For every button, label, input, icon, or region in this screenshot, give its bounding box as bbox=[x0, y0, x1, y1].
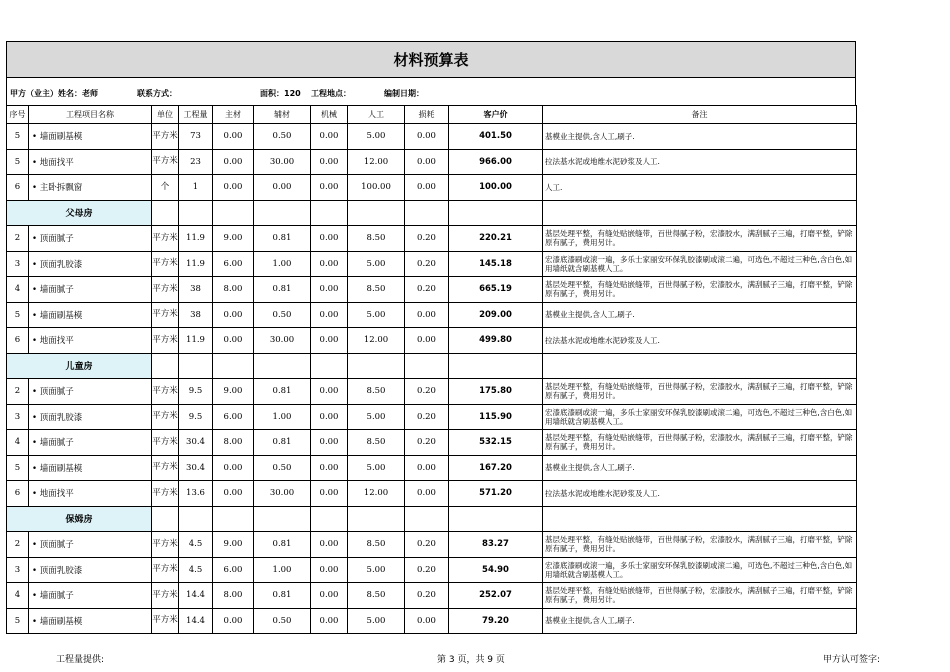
cell-note: 基层处理平整，有缝处贴嵌缝带，百世得腻子粉，宏漆胶水，满刮腻子三遍，打磨平整，铲除原有腻子，费用另计。 bbox=[543, 277, 857, 303]
empty-cell bbox=[213, 200, 254, 226]
budget-sheet bbox=[6, 41, 856, 634]
cell-note: 拉法基水泥或地维水泥砂浆及人工. bbox=[543, 481, 857, 507]
cell-mach: 0.00 bbox=[311, 455, 348, 481]
cell-mach: 0.00 bbox=[311, 532, 348, 558]
cell-no: 4 bbox=[7, 430, 29, 456]
empty-cell bbox=[152, 353, 179, 379]
room-section-row bbox=[7, 506, 857, 532]
empty-cell bbox=[254, 200, 311, 226]
cell-main: 6.00 bbox=[213, 557, 254, 583]
cell-name: • 墙面刷基模 bbox=[29, 302, 152, 328]
cell-qty: 11.9 bbox=[179, 251, 213, 277]
cell-unit: 平方米 bbox=[152, 277, 179, 303]
cell-mach: 0.00 bbox=[311, 226, 348, 252]
cell-name: • 顶面乳胶漆 bbox=[29, 251, 152, 277]
cell-loss: 0.20 bbox=[405, 251, 449, 277]
cell-price: 401.50 bbox=[449, 124, 543, 150]
empty-cell bbox=[311, 353, 348, 379]
cell-qty: 11.9 bbox=[179, 226, 213, 252]
empty-cell bbox=[311, 200, 348, 226]
cell-aux: 0.81 bbox=[254, 430, 311, 456]
empty-cell bbox=[254, 506, 311, 532]
cell-loss: 0.00 bbox=[405, 302, 449, 328]
cell-aux: 0.81 bbox=[254, 583, 311, 609]
cell-loss: 0.20 bbox=[405, 557, 449, 583]
cell-qty: 4.5 bbox=[179, 557, 213, 583]
cell-note: 基模业主提供,含人工,刷子. bbox=[543, 455, 857, 481]
client-name: 甲方（业主）姓名：老师 bbox=[10, 89, 98, 98]
empty-cell bbox=[543, 200, 857, 226]
cell-labor: 8.50 bbox=[348, 277, 405, 303]
cell-main: 6.00 bbox=[213, 251, 254, 277]
table-row bbox=[7, 124, 857, 150]
empty-cell bbox=[152, 506, 179, 532]
sheet-title: 材料预算表 bbox=[6, 41, 856, 78]
cell-labor: 5.00 bbox=[348, 608, 405, 634]
cell-qty: 14.4 bbox=[179, 583, 213, 609]
cell-loss: 0.00 bbox=[405, 149, 449, 175]
empty-cell bbox=[179, 200, 213, 226]
cell-main: 8.00 bbox=[213, 583, 254, 609]
table-row bbox=[7, 175, 857, 201]
cell-unit: 平方米 bbox=[152, 302, 179, 328]
table-row bbox=[7, 532, 857, 558]
cell-mach: 0.00 bbox=[311, 379, 348, 405]
empty-cell bbox=[348, 200, 405, 226]
empty-cell bbox=[213, 506, 254, 532]
cell-price: 115.90 bbox=[449, 404, 543, 430]
cell-price: 966.00 bbox=[449, 149, 543, 175]
cell-name: • 顶面腻子 bbox=[29, 379, 152, 405]
cell-price: 79.20 bbox=[449, 608, 543, 634]
cell-qty: 13.6 bbox=[179, 481, 213, 507]
cell-price: 220.21 bbox=[449, 226, 543, 252]
cell-no: 4 bbox=[7, 583, 29, 609]
cell-mach: 0.00 bbox=[311, 251, 348, 277]
cell-qty: 73 bbox=[179, 124, 213, 150]
col-header: 工程量 bbox=[179, 106, 213, 124]
cell-price: 209.00 bbox=[449, 302, 543, 328]
empty-cell bbox=[254, 353, 311, 379]
cell-main: 0.00 bbox=[213, 328, 254, 354]
cell-unit: 平方米 bbox=[152, 226, 179, 252]
cell-note: 基层处理平整，有缝处贴嵌缝带，百世得腻子粉，宏漆胶水，满刮腻子三遍，打磨平整，铲除原有腻子，费用另计。 bbox=[543, 226, 857, 252]
cell-unit: 平方米 bbox=[152, 149, 179, 175]
table-row bbox=[7, 404, 857, 430]
cell-price: 167.20 bbox=[449, 455, 543, 481]
room-section-row bbox=[7, 353, 857, 379]
cell-labor: 5.00 bbox=[348, 557, 405, 583]
col-header: 序号 bbox=[7, 106, 29, 124]
cell-loss: 0.20 bbox=[405, 226, 449, 252]
empty-cell bbox=[348, 353, 405, 379]
cell-no: 6 bbox=[7, 328, 29, 354]
cell-name: • 墙面腻子 bbox=[29, 583, 152, 609]
cell-main: 0.00 bbox=[213, 481, 254, 507]
cell-labor: 5.00 bbox=[348, 124, 405, 150]
date-label: 编制日期： bbox=[384, 89, 424, 98]
table-row bbox=[7, 455, 857, 481]
empty-cell bbox=[449, 353, 543, 379]
empty-cell bbox=[543, 506, 857, 532]
cell-qty: 14.4 bbox=[179, 608, 213, 634]
table-body bbox=[7, 124, 857, 634]
cell-unit: 个 bbox=[152, 175, 179, 201]
cell-main: 8.00 bbox=[213, 430, 254, 456]
cell-main: 0.00 bbox=[213, 302, 254, 328]
cell-aux: 0.81 bbox=[254, 379, 311, 405]
cell-mach: 0.00 bbox=[311, 481, 348, 507]
cell-main: 0.00 bbox=[213, 124, 254, 150]
table-row bbox=[7, 557, 857, 583]
cell-main: 8.00 bbox=[213, 277, 254, 303]
cell-note: 基模业主提供,含人工,刷子. bbox=[543, 124, 857, 150]
cell-mach: 0.00 bbox=[311, 608, 348, 634]
cell-price: 252.07 bbox=[449, 583, 543, 609]
cell-unit: 平方米 bbox=[152, 328, 179, 354]
empty-cell bbox=[213, 353, 254, 379]
cell-note: 人工. bbox=[543, 175, 857, 201]
header-row bbox=[7, 106, 857, 124]
cell-no: 4 bbox=[7, 277, 29, 303]
cell-loss: 0.00 bbox=[405, 481, 449, 507]
cell-aux: 0.50 bbox=[254, 455, 311, 481]
cell-name: • 顶面腻子 bbox=[29, 532, 152, 558]
cell-name: • 墙面刷基模 bbox=[29, 124, 152, 150]
cell-main: 6.00 bbox=[213, 404, 254, 430]
cell-main: 0.00 bbox=[213, 175, 254, 201]
table-row bbox=[7, 608, 857, 634]
cell-labor: 8.50 bbox=[348, 430, 405, 456]
cell-qty: 38 bbox=[179, 302, 213, 328]
empty-cell bbox=[405, 353, 449, 379]
cell-loss: 0.00 bbox=[405, 124, 449, 150]
cell-labor: 5.00 bbox=[348, 404, 405, 430]
cell-no: 2 bbox=[7, 379, 29, 405]
cell-aux: 1.00 bbox=[254, 557, 311, 583]
footer-quantity-provider: 工程量提供: bbox=[56, 655, 105, 665]
cell-note: 宏漆底漆刷或滚一遍，多乐士家丽安环保乳胶漆刷或滚二遍，可选色,不超过三种色,含白色,如用墙纸就含刷基模人工。 bbox=[543, 251, 857, 277]
cell-price: 571.20 bbox=[449, 481, 543, 507]
cell-main: 9.00 bbox=[213, 226, 254, 252]
cell-name: • 地面找平 bbox=[29, 149, 152, 175]
cell-loss: 0.20 bbox=[405, 430, 449, 456]
cell-main: 0.00 bbox=[213, 608, 254, 634]
table-row bbox=[7, 251, 857, 277]
cell-qty: 9.5 bbox=[179, 404, 213, 430]
cell-no: 5 bbox=[7, 455, 29, 481]
cell-price: 54.90 bbox=[449, 557, 543, 583]
col-header: 机械 bbox=[311, 106, 348, 124]
col-header: 损耗 bbox=[405, 106, 449, 124]
cell-loss: 0.00 bbox=[405, 608, 449, 634]
cell-price: 100.00 bbox=[449, 175, 543, 201]
cell-mach: 0.00 bbox=[311, 124, 348, 150]
cell-no: 6 bbox=[7, 481, 29, 507]
cell-mach: 0.00 bbox=[311, 583, 348, 609]
cell-mach: 0.00 bbox=[311, 302, 348, 328]
cell-unit: 平方米 bbox=[152, 583, 179, 609]
cell-loss: 0.20 bbox=[405, 404, 449, 430]
cell-aux: 30.00 bbox=[254, 481, 311, 507]
cell-aux: 30.00 bbox=[254, 149, 311, 175]
cell-unit: 平方米 bbox=[152, 379, 179, 405]
empty-cell bbox=[449, 200, 543, 226]
table-row bbox=[7, 379, 857, 405]
cell-no: 5 bbox=[7, 149, 29, 175]
cell-unit: 平方米 bbox=[152, 124, 179, 150]
empty-cell bbox=[179, 353, 213, 379]
cell-qty: 11.9 bbox=[179, 328, 213, 354]
cell-mach: 0.00 bbox=[311, 328, 348, 354]
cell-no: 2 bbox=[7, 532, 29, 558]
empty-cell bbox=[449, 506, 543, 532]
cell-name: • 顶面乳胶漆 bbox=[29, 404, 152, 430]
cell-note: 宏漆底漆刷或滚一遍，多乐士家丽安环保乳胶漆刷或滚二遍，可选色,不超过三种色,含白色,如用墙纸就含刷基模人工。 bbox=[543, 557, 857, 583]
cell-name: • 顶面乳胶漆 bbox=[29, 557, 152, 583]
cell-mach: 0.00 bbox=[311, 557, 348, 583]
cell-labor: 5.00 bbox=[348, 455, 405, 481]
cell-unit: 平方米 bbox=[152, 532, 179, 558]
col-header: 工程项目名称 bbox=[29, 106, 152, 124]
cell-qty: 38 bbox=[179, 277, 213, 303]
empty-cell bbox=[348, 506, 405, 532]
cell-name: • 墙面腻子 bbox=[29, 277, 152, 303]
footer-signature: 甲方认可签字: bbox=[823, 655, 881, 665]
cell-qty: 30.4 bbox=[179, 430, 213, 456]
cell-unit: 平方米 bbox=[152, 251, 179, 277]
cell-main: 9.00 bbox=[213, 532, 254, 558]
empty-cell bbox=[179, 506, 213, 532]
empty-cell bbox=[405, 200, 449, 226]
cell-labor: 5.00 bbox=[348, 302, 405, 328]
cell-mach: 0.00 bbox=[311, 404, 348, 430]
cell-note: 宏漆底漆刷或滚一遍，多乐士家丽安环保乳胶漆刷或滚二遍，可选色,不超过三种色,含白色,如用墙纸就含刷基模人工。 bbox=[543, 404, 857, 430]
cell-labor: 5.00 bbox=[348, 251, 405, 277]
cell-aux: 30.00 bbox=[254, 328, 311, 354]
cell-qty: 30.4 bbox=[179, 455, 213, 481]
col-header: 备注 bbox=[543, 106, 857, 124]
cell-aux: 0.81 bbox=[254, 532, 311, 558]
footer-page-number: 第 3 页，共 9 页 bbox=[437, 655, 505, 665]
cell-loss: 0.20 bbox=[405, 379, 449, 405]
info-row bbox=[6, 78, 856, 105]
cell-name: • 顶面腻子 bbox=[29, 226, 152, 252]
cell-aux: 0.50 bbox=[254, 302, 311, 328]
col-header: 单位 bbox=[152, 106, 179, 124]
cell-aux: 0.50 bbox=[254, 124, 311, 150]
cell-unit: 平方米 bbox=[152, 430, 179, 456]
empty-cell bbox=[152, 200, 179, 226]
cell-no: 5 bbox=[7, 302, 29, 328]
cell-loss: 0.20 bbox=[405, 532, 449, 558]
col-header: 主材 bbox=[213, 106, 254, 124]
cell-aux: 0.00 bbox=[254, 175, 311, 201]
table-row bbox=[7, 583, 857, 609]
empty-cell bbox=[405, 506, 449, 532]
table-row bbox=[7, 328, 857, 354]
cell-mach: 0.00 bbox=[311, 277, 348, 303]
cell-name: • 地面找平 bbox=[29, 481, 152, 507]
cell-price: 175.80 bbox=[449, 379, 543, 405]
cell-qty: 23 bbox=[179, 149, 213, 175]
cell-price: 83.27 bbox=[449, 532, 543, 558]
cell-aux: 0.81 bbox=[254, 226, 311, 252]
area-value: 面积：120 bbox=[260, 89, 301, 98]
cell-labor: 8.50 bbox=[348, 226, 405, 252]
cell-name: • 墙面腻子 bbox=[29, 430, 152, 456]
cell-price: 145.18 bbox=[449, 251, 543, 277]
cell-aux: 0.81 bbox=[254, 277, 311, 303]
cell-note: 基层处理平整，有缝处贴嵌缝带，百世得腻子粉，宏漆胶水，满刮腻子三遍，打磨平整，铲除原有腻子，费用另计。 bbox=[543, 430, 857, 456]
cell-qty: 4.5 bbox=[179, 532, 213, 558]
cell-no: 5 bbox=[7, 124, 29, 150]
contact-label: 联系方式： bbox=[137, 89, 177, 98]
cell-loss: 0.00 bbox=[405, 455, 449, 481]
cell-labor: 12.00 bbox=[348, 481, 405, 507]
cell-price: 532.15 bbox=[449, 430, 543, 456]
cell-note: 基层处理平整，有缝处贴嵌缝带，百世得腻子粉，宏漆胶水，满刮腻子三遍，打磨平整，铲除原有腻子，费用另计。 bbox=[543, 532, 857, 558]
cell-name: • 墙面刷基模 bbox=[29, 455, 152, 481]
cell-main: 0.00 bbox=[213, 455, 254, 481]
table-row bbox=[7, 277, 857, 303]
room-section-row bbox=[7, 200, 857, 226]
col-header: 人工 bbox=[348, 106, 405, 124]
cell-aux: 1.00 bbox=[254, 251, 311, 277]
cell-name: • 主卧拆飘窗 bbox=[29, 175, 152, 201]
cell-no: 3 bbox=[7, 557, 29, 583]
cell-labor: 8.50 bbox=[348, 379, 405, 405]
cell-no: 3 bbox=[7, 404, 29, 430]
cell-qty: 9.5 bbox=[179, 379, 213, 405]
cell-labor: 100.00 bbox=[348, 175, 405, 201]
cell-main: 0.00 bbox=[213, 149, 254, 175]
table-row bbox=[7, 149, 857, 175]
cell-price: 665.19 bbox=[449, 277, 543, 303]
cell-no: 3 bbox=[7, 251, 29, 277]
cell-labor: 8.50 bbox=[348, 583, 405, 609]
cell-note: 基层处理平整，有缝处贴嵌缝带，百世得腻子粉，宏漆胶水，满刮腻子三遍，打磨平整，铲除原有腻子，费用另计。 bbox=[543, 583, 857, 609]
room-name: 保姆房 bbox=[7, 506, 152, 532]
table-row bbox=[7, 430, 857, 456]
budget-table bbox=[6, 105, 857, 634]
empty-cell bbox=[311, 506, 348, 532]
cell-no: 5 bbox=[7, 608, 29, 634]
cell-main: 9.00 bbox=[213, 379, 254, 405]
cell-aux: 0.50 bbox=[254, 608, 311, 634]
cell-price: 499.80 bbox=[449, 328, 543, 354]
cell-labor: 8.50 bbox=[348, 532, 405, 558]
cell-labor: 12.00 bbox=[348, 328, 405, 354]
cell-note: 拉法基水泥或地维水泥砂浆及人工. bbox=[543, 149, 857, 175]
cell-unit: 平方米 bbox=[152, 455, 179, 481]
cell-note: 拉法基水泥或地维水泥砂浆及人工. bbox=[543, 328, 857, 354]
cell-mach: 0.00 bbox=[311, 149, 348, 175]
cell-loss: 0.00 bbox=[405, 175, 449, 201]
col-header: 辅材 bbox=[254, 106, 311, 124]
table-row bbox=[7, 226, 857, 252]
cell-unit: 平方米 bbox=[152, 481, 179, 507]
cell-mach: 0.00 bbox=[311, 430, 348, 456]
cell-unit: 平方米 bbox=[152, 404, 179, 430]
location-label: 工程地点： bbox=[311, 89, 351, 98]
cell-note: 基层处理平整，有缝处贴嵌缝带，百世得腻子粉，宏漆胶水，满刮腻子三遍，打磨平整，铲除原有腻子，费用另计。 bbox=[543, 379, 857, 405]
empty-cell bbox=[543, 353, 857, 379]
cell-loss: 0.20 bbox=[405, 277, 449, 303]
cell-loss: 0.00 bbox=[405, 328, 449, 354]
cell-no: 2 bbox=[7, 226, 29, 252]
cell-no: 6 bbox=[7, 175, 29, 201]
cell-loss: 0.20 bbox=[405, 583, 449, 609]
cell-qty: 1 bbox=[179, 175, 213, 201]
cell-aux: 1.00 bbox=[254, 404, 311, 430]
cell-labor: 12.00 bbox=[348, 149, 405, 175]
cell-unit: 平方米 bbox=[152, 557, 179, 583]
table-row bbox=[7, 481, 857, 507]
room-name: 儿童房 bbox=[7, 353, 152, 379]
cell-name: • 墙面刷基模 bbox=[29, 608, 152, 634]
cell-note: 基模业主提供,含人工,刷子. bbox=[543, 608, 857, 634]
col-header: 客户价 bbox=[449, 106, 543, 124]
cell-unit: 平方米 bbox=[152, 608, 179, 634]
cell-name: • 地面找平 bbox=[29, 328, 152, 354]
cell-note: 基模业主提供,含人工,刷子. bbox=[543, 302, 857, 328]
table-row bbox=[7, 302, 857, 328]
room-name: 父母房 bbox=[7, 200, 152, 226]
cell-mach: 0.00 bbox=[311, 175, 348, 201]
